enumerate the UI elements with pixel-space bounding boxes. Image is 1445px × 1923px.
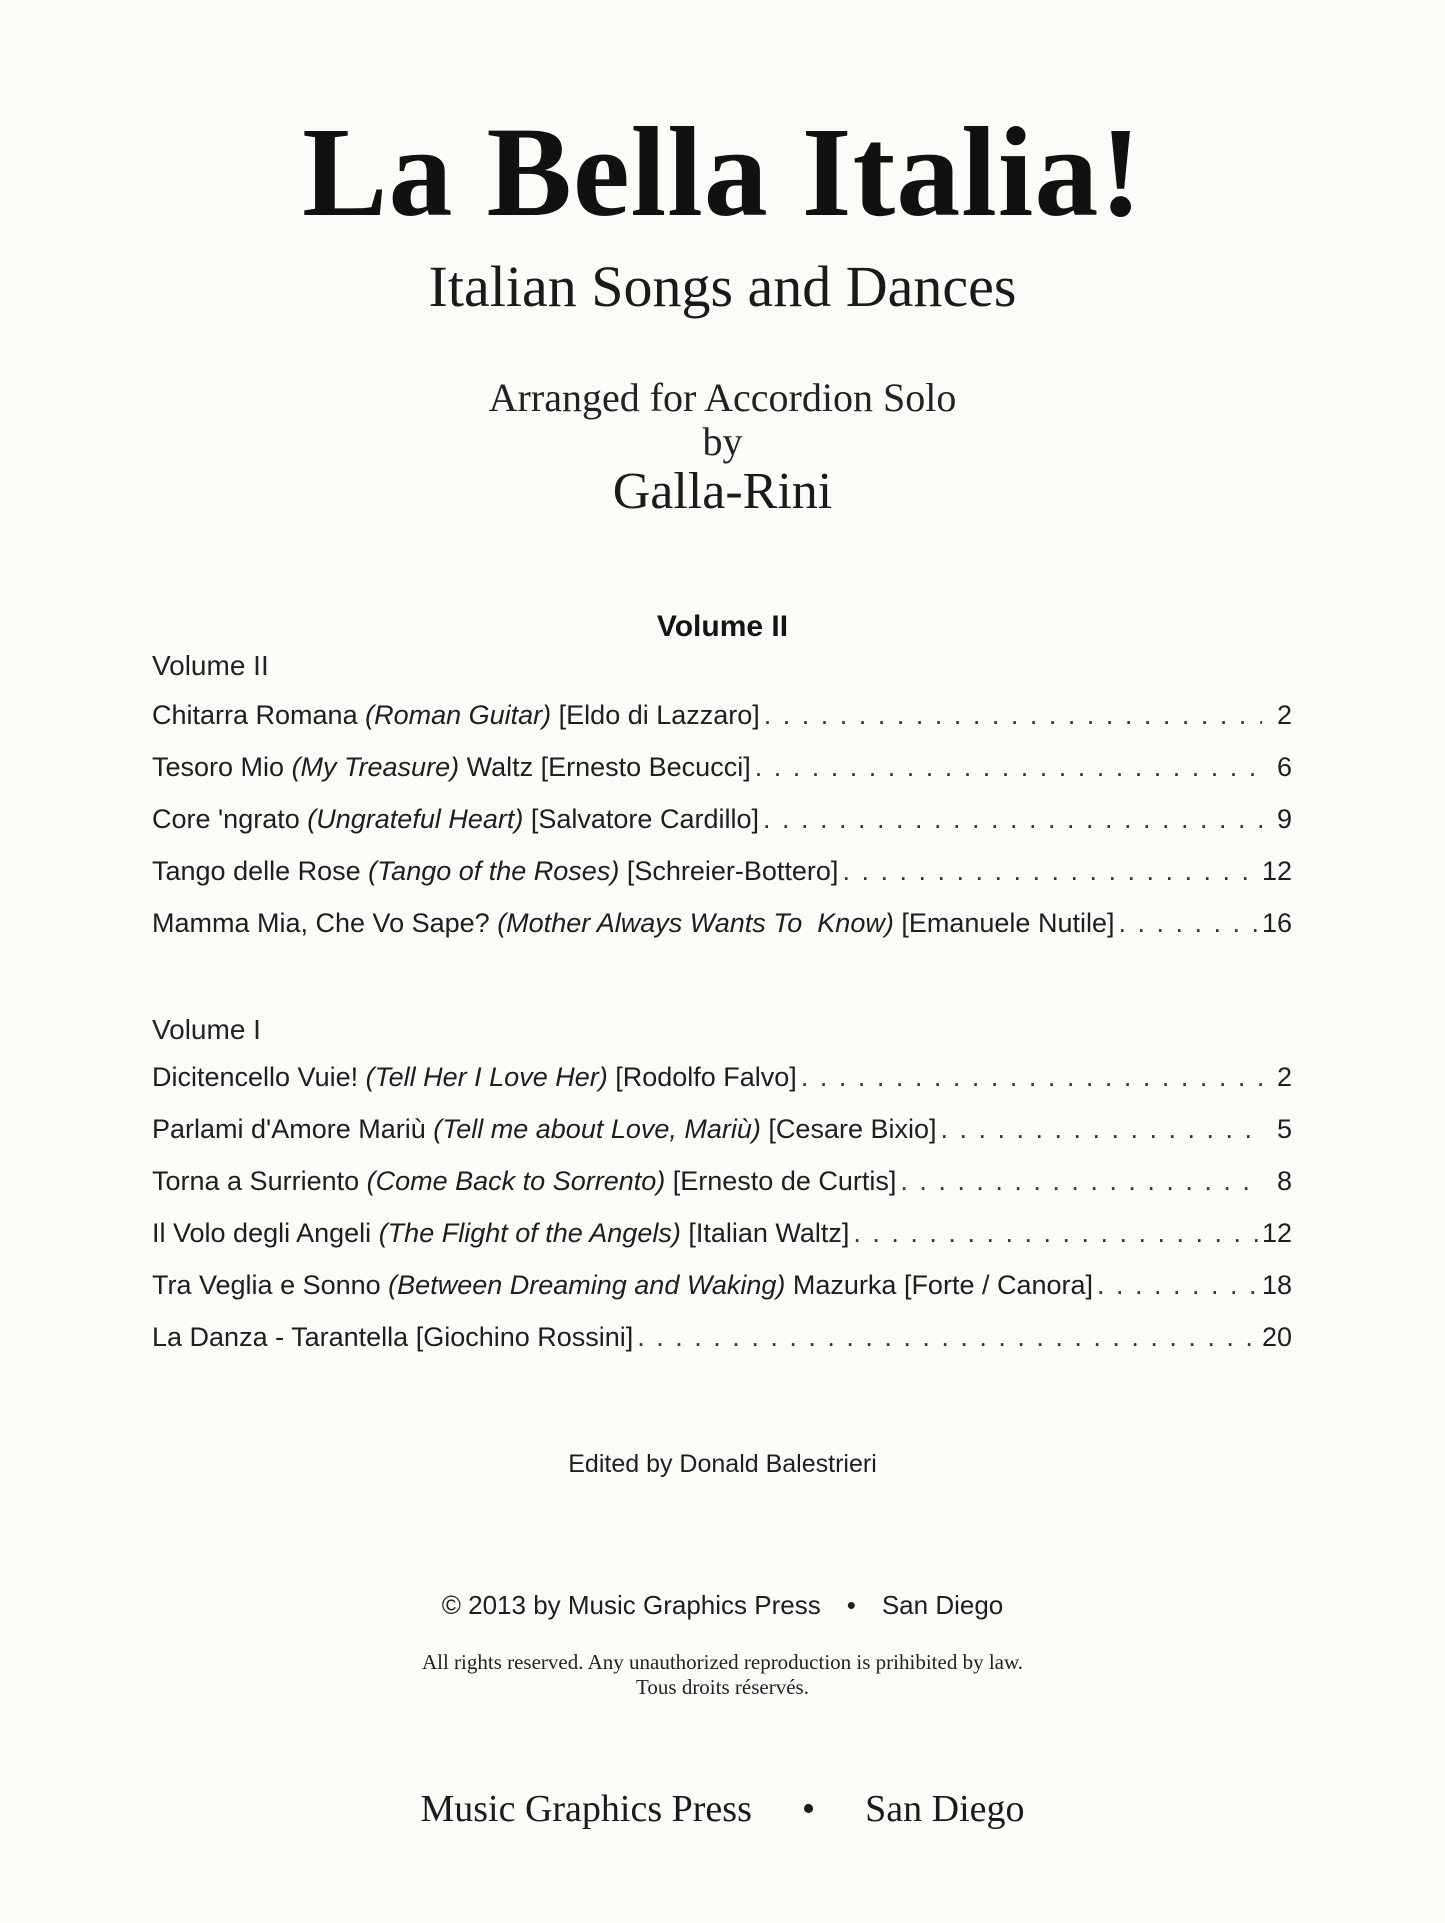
song-title: Mamma Mia, Che Vo Sape?: [152, 908, 490, 938]
song-translation: (Tell me about Love, Mariù): [433, 1114, 761, 1144]
toc-list-volume-ii: [152, 702, 1292, 962]
page-number: 2: [1276, 1062, 1292, 1092]
page-number: 9: [1276, 804, 1292, 834]
song-translation: (Tell Her I Love Her): [365, 1062, 608, 1092]
volume-heading: Volume II: [656, 610, 789, 643]
song-credit: [Rodolfo Falvo]: [615, 1062, 797, 1092]
copyright-text: © 2013 by Music Graphics Press: [441, 1590, 821, 1620]
dot-leader: [1097, 1272, 1258, 1299]
dot-leader: [853, 1220, 1258, 1247]
song-translation: (Mother Always Wants To Know): [497, 908, 894, 938]
song-form: Mazurka: [792, 1270, 897, 1300]
by-text: by: [702, 419, 743, 464]
dot-leader: [842, 858, 1258, 885]
song-translation: (The Flight of the Angels): [378, 1218, 681, 1248]
rights-line-2: Tous droits réservés.: [636, 1675, 809, 1700]
page-subtitle: Italian Songs and Dances: [428, 254, 1017, 319]
page-number: 12: [1261, 856, 1292, 886]
song-title: Torna a Surriento: [152, 1166, 360, 1196]
song-translation: (Roman Guitar): [365, 700, 552, 730]
arranger-name: Galla-Rini: [612, 463, 833, 520]
dot-leader: [941, 1116, 1263, 1143]
song-title: Tango delle Rose: [152, 856, 361, 886]
toc-entry: [152, 910, 1292, 962]
song-form: Waltz: [466, 752, 534, 782]
dot-leader: [1118, 910, 1257, 937]
toc-entry: [152, 754, 1292, 806]
page-number: 2: [1276, 700, 1292, 730]
toc-entry: [152, 1324, 1292, 1376]
song-credit: [Emanuele Nutile]: [901, 908, 1115, 938]
dot-leader: [900, 1168, 1262, 1195]
editor-credit: Edited by Donald Balestrieri: [568, 1450, 877, 1478]
dot-leader: [764, 702, 1262, 729]
song-title: Tra Veglia e Sonno: [152, 1270, 381, 1300]
song-title: La Danza - Tarantella: [152, 1322, 409, 1352]
dot-leader: [801, 1064, 1262, 1091]
song-credit: [Eldo di Lazzaro]: [558, 700, 760, 730]
song-title: Tesoro Mio: [152, 752, 285, 782]
page-number: 18: [1261, 1270, 1292, 1300]
song-title: Dicitencello Vuie!: [152, 1062, 359, 1092]
toc-entry: [152, 1168, 1292, 1220]
song-credit: [Italian Waltz]: [688, 1218, 850, 1248]
song-translation: (My Treasure): [291, 752, 460, 782]
toc-entry: [152, 702, 1292, 754]
publisher-name: Music Graphics Press: [420, 1788, 752, 1830]
toc-entry: [152, 858, 1292, 910]
page-number: 5: [1276, 1114, 1292, 1144]
song-title: Parlami d'Amore Mariù: [152, 1114, 426, 1144]
page-number: 16: [1261, 908, 1292, 938]
bullet-separator: •: [801, 1788, 816, 1830]
toc-entry: [152, 1272, 1292, 1324]
toc-list-volume-i: [152, 1064, 1292, 1376]
section-label-volume-ii: Volume II: [152, 650, 269, 681]
page-number: 12: [1261, 1218, 1292, 1248]
song-credit: [Giochino Rossini]: [415, 1322, 634, 1352]
dot-leader: [637, 1324, 1258, 1351]
song-title: Chitarra Romana: [152, 700, 358, 730]
song-title: Il Volo degli Angeli: [152, 1218, 372, 1248]
publisher-footer: [0, 1790, 1445, 1828]
page-title: La Bella Italia!: [302, 101, 1143, 243]
song-credit: [Schreier-Bottero]: [626, 856, 839, 886]
bullet-separator: •: [846, 1590, 856, 1620]
song-translation: (Tango of the Roses): [368, 856, 620, 886]
toc-entry: [152, 1220, 1292, 1272]
page-number: 8: [1276, 1166, 1292, 1196]
song-credit: [Forte / Canora]: [903, 1270, 1094, 1300]
arranged-for-text: Arranged for Accordion Solo: [488, 375, 957, 420]
toc-entry: [152, 1064, 1292, 1116]
song-translation: (Between Dreaming and Waking): [388, 1270, 786, 1300]
toc-entry: [152, 1116, 1292, 1168]
section-label-volume-i: Volume I: [152, 1014, 261, 1045]
copyright-city: San Diego: [881, 1590, 1004, 1620]
song-credit: [Cesare Bixio]: [768, 1114, 937, 1144]
dot-leader: [763, 806, 1262, 833]
publisher-city: San Diego: [865, 1788, 1025, 1830]
song-translation: (Come Back to Sorrento): [366, 1166, 666, 1196]
rights-line-1: All rights reserved. Any unauthorized reproduction is prihibited by law.: [421, 1650, 1024, 1674]
page-number: 6: [1276, 752, 1292, 782]
song-title: Core 'ngrato: [152, 804, 300, 834]
copyright-line: [0, 1592, 1445, 1618]
rights-notice: [0, 1650, 1445, 1700]
song-credit: [Ernesto Becucci]: [540, 752, 751, 782]
song-credit: [Ernesto de Curtis]: [672, 1166, 897, 1196]
dot-leader: [755, 754, 1262, 781]
song-credit: [Salvatore Cardillo]: [530, 804, 759, 834]
song-translation: (Ungrateful Heart): [307, 804, 524, 834]
toc-entry: [152, 806, 1292, 858]
page-number: 20: [1261, 1322, 1292, 1352]
